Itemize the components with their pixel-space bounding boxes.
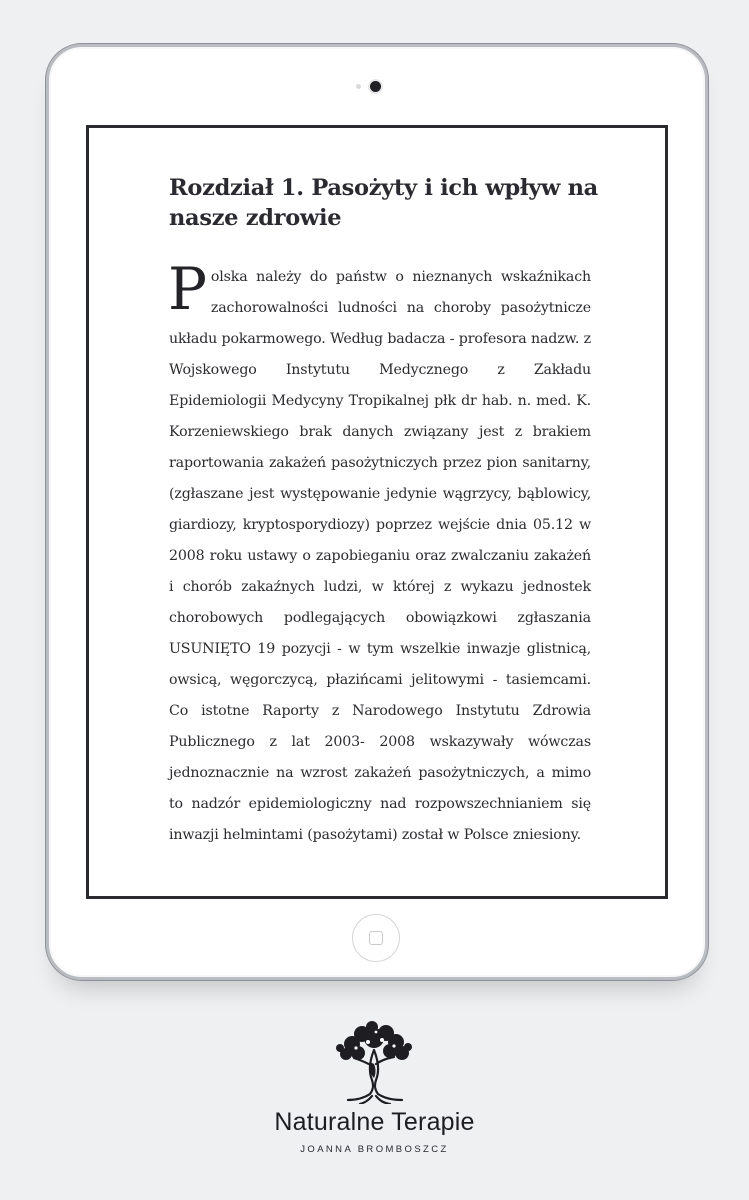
chapter-title: Rozdział 1. Pasożyty i ich wpływ na nasze zdrowie xyxy=(169,175,598,231)
brand-name: Naturalne Terapie xyxy=(274,1108,475,1136)
chapter-body-text: olska należy do państw o nieznanych wskaźnikach zachorowalności ludności na choroby pasożytnicze układu pokarmowego. Według badacza - profesora nadzw. z Wojskowego Instytutu Medycznego z Zakładu Epidemiologii Medycyny Tropikalnej płk dr hab. n. med. K. Korzeniewskiego brak danych związany jest z brakiem raportowania zakażeń pasożytniczych przez pion sanitarny, (zgłaszane jest występowanie jedynie wągrzycy, bąblowicy, giardiozy, kryptosporydiozy) poprzez wejście dnia 05.12 w 2008 roku ustawy o zapobieganiu oraz zwalczaniu zakażeń i chorób zakaźnych ludzi, w której z wykazu jednostek chorobowych podlegających obowiązkowi zgłaszania USUNIĘTO 19 pozycji - w tym wszelkie inwazje glistnicą, owsicą, węgorczycą, płazińcami jelitowymi - tasiemcami. Co istotne Raporty z Narodowego Instytutu Zdrowia Publicznego z lat 2003- 2008 wskazywały wówczas jednoznacznie na wzrost zakażeń pasożytniczych, a mimo to nadzór epidemiologiczny nad rozpowszechnianiem się inwazji helmintami (pasożytami) został w Polsce zniesiony. xyxy=(169,269,591,843)
sensor-icon xyxy=(356,84,361,89)
drop-cap: P xyxy=(168,255,207,323)
home-button-icon xyxy=(369,931,383,945)
camera-icon xyxy=(370,81,381,92)
tree-of-life-icon xyxy=(332,1020,416,1104)
home-button[interactable] xyxy=(352,914,400,962)
ebook-screen xyxy=(86,125,668,899)
brand-logo xyxy=(200,1020,549,1170)
chapter-body xyxy=(168,255,591,851)
brand-author: JOANNA BROMBOSZCZ xyxy=(300,1144,449,1155)
